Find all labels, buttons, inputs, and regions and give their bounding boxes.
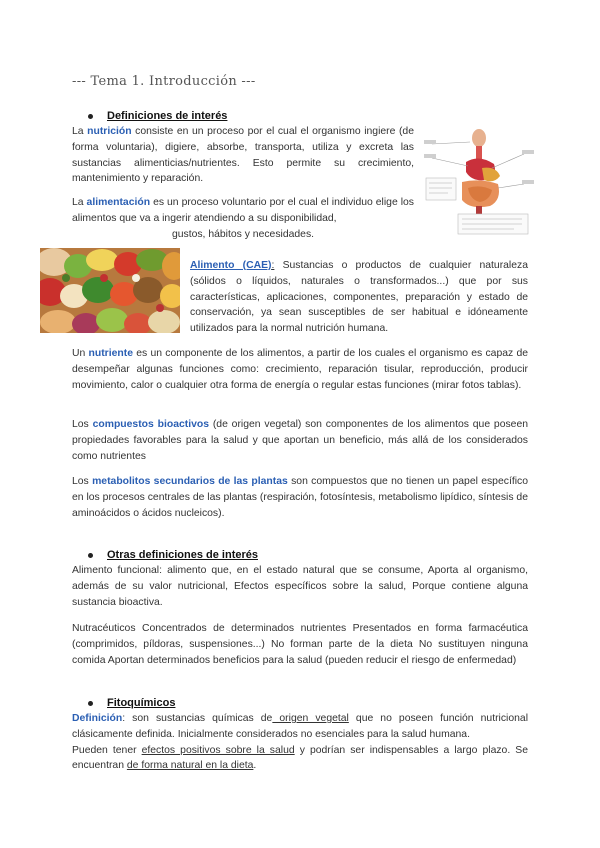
section-heading-otras-definiciones: Otras definiciones de interés — [88, 549, 258, 561]
paragraph-nutricion: La nutrición consiste en un proceso por el cual el organismo ingiere (de forma voluntaria), digiere, absorbe, transporta, utiliza y excreta las sustancias alimenticias/nutrientes. Esto permite su crecimiento, mantenimiento y reparación. — [72, 126, 414, 185]
paragraph-nutriente: Un nutriente es un componente de los alimentos, a partir de los cuales el organismo es capaz de desempeñar algunas funciones como: crecimiento, reparación tisular, reproducción, producir movimiento, calor o cualquier otra forma de energía o regular estas funciones (mirar fotos tablas). — [72, 348, 528, 391]
section-heading-definiciones: Definiciones de interés — [88, 110, 227, 122]
paragraph-alimento-funcional: Alimento funcional: alimento que, en el estado natural que se consume, Aporta al organismo, además de su valor nutricional, Efectos específicos sobre la salud, Porque contiene alguna sustancia bioactiva. — [72, 565, 528, 608]
keyword-bioactivos: compuestos bioactivos — [92, 419, 210, 430]
keyword-nutricion: nutrición — [87, 126, 132, 137]
keyword-metabolitos: metabolitos secundarios de las plantas — [92, 476, 288, 487]
paragraph-alimentacion: La alimentación es un proceso voluntario por el cual el individuo elige los alimentos que va a ingerir atendiendo a su disponibilidad, gustos, hábitos y necesidades. — [72, 197, 414, 240]
paragraph-metabolitos: Los metabolitos secundarios de las plantas son compuestos que no tienen un papel específico en los procesos centrales de las plantas (respiración, fotosíntesis, metabolismo lipídico, síntesis de aminoácidos o ácidos nucleicos). — [72, 476, 528, 519]
keyword-definicion: Definición — [72, 713, 123, 724]
bullet-icon — [88, 701, 93, 706]
keyword-nutriente: nutriente — [88, 348, 133, 359]
keyword-alimentacion: alimentación — [86, 197, 151, 208]
paragraph-fitoquimicos: Definición: son sustancias químicas de origen vegetal que no poseen función nutricional clásicamente definida. Inicialmente considerados no esenciales para la salud humana. Pueden tener efectos positivos sobre la salud y podrían ser indispensables a largo plazo. Se encuentran de forma natural en la dieta. — [72, 713, 528, 772]
food-photo — [40, 248, 180, 333]
keyword-alimento: Alimento (CAE) — [190, 260, 272, 271]
digestive-system-diagram — [424, 124, 534, 236]
paragraph-alimento: Alimento (CAE): Sustancias o productos de cualquier naturaleza (sólidos o líquidos, naturales o transformados...) que por sus características, aplicaciones, componentes, preparación y estado de conservación, ya sean susceptibles de ser habitual e idóneamente utilizados para la normal nutrición humana. — [190, 260, 528, 335]
bullet-icon — [88, 553, 93, 558]
page-title: --- Tema 1. Introducción --- — [72, 74, 256, 89]
section-heading-fitoquimicos: Fitoquímicos — [88, 697, 175, 709]
paragraph-bioactivos: Los compuestos bioactivos (de origen vegetal) son componentes de los alimentos que poseen propiedades favorables para la salud y que aportan un beneficio, más allá de los considerados como nutrientes — [72, 419, 529, 462]
paragraph-nutraceuticos: Nutracéuticos Concentrados de determinados nutrientes Presentados en forma farmacéutica (comprimidos, píldoras, suspensiones...) No forman parte de la dieta No sustituyen ninguna comida Aportan determinados beneficios para la salud (pueden reducir el riesgo de enfermedad) — [72, 623, 528, 666]
bullet-icon — [88, 114, 93, 119]
